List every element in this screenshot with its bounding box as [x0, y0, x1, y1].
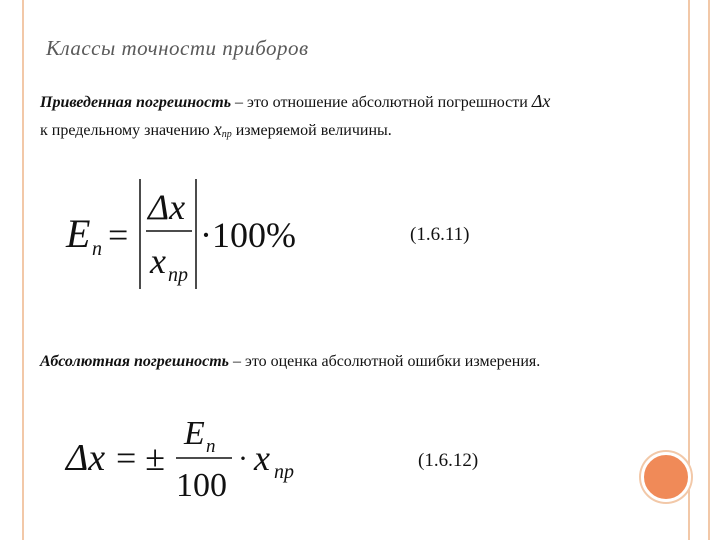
formula-absolute-error — [62, 408, 322, 508]
definition-absolute-error — [40, 348, 600, 375]
formula1-equals: = — [108, 215, 129, 255]
slide-title: Классы точности приборов — [46, 36, 309, 60]
x-inline-subscript: пр — [221, 129, 232, 140]
frame-line-left — [22, 0, 24, 540]
formula1-lhs-subscript: п — [92, 238, 102, 260]
formula1-numerator: Δx — [148, 187, 186, 227]
delta-x-inline: Δx — [531, 91, 551, 111]
para1-text-c: измеряемой величины. — [231, 122, 392, 139]
accent-circle — [641, 452, 691, 502]
frame-line-right — [688, 0, 690, 540]
formula2-numerator-subscript: п — [206, 436, 216, 457]
formula1-tail: ·100% — [200, 215, 296, 255]
formula2-dot: · — [238, 442, 248, 475]
para1-text-b: к предельному значению — [40, 122, 214, 139]
para1-text-a: – это отношение абсолютной погрешности — [231, 94, 532, 111]
x-inline: x — [213, 119, 222, 139]
term-absolute-error: Абсолютная погрешность — [40, 353, 229, 370]
equation-number-1: (1.6.11) — [410, 224, 470, 245]
formula2-x: x — [254, 438, 270, 478]
formula2-numerator: E — [184, 415, 205, 452]
term-reduced-error: Приведенная погрешность — [40, 94, 232, 111]
equation-number-2: (1.6.12) — [418, 450, 479, 471]
formula1-lhs: E — [66, 211, 91, 256]
formula-reduced-error — [60, 175, 320, 295]
formula1-denominator-subscript: пр — [168, 264, 188, 286]
formula2-equals-pm: = ± — [116, 438, 166, 478]
para2-text: – это оценка абсолютной ошибки измерения. — [228, 353, 541, 370]
formula2-x-subscript: пр — [274, 461, 294, 483]
formula2-lhs: Δx — [66, 437, 106, 479]
formula2-denominator: 100 — [176, 467, 227, 504]
definition-reduced-error — [40, 88, 560, 148]
formula1-denominator: x — [150, 241, 166, 281]
frame-line-right-outer — [708, 0, 710, 540]
